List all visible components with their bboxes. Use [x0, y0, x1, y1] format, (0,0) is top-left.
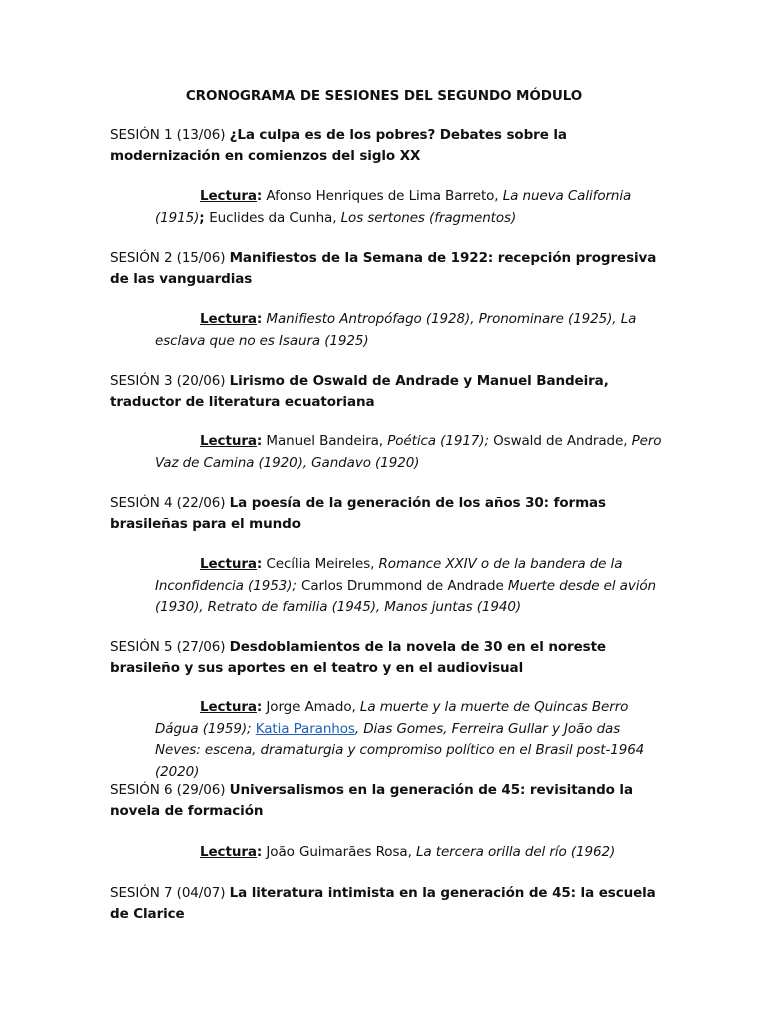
session-heading [110, 248, 660, 290]
session-topic: Desdoblamientos de la novela de 30 en el noreste brasileño y sus aportes en el teatro y en el audiovisual [110, 639, 606, 676]
author-text: Carlos Drummond de Andrade [296, 577, 508, 594]
session-heading [110, 493, 660, 535]
session-topic: La literatura intimista en la generación de 45: la escuela de Clarice [110, 885, 656, 922]
session-topic: Lirismo de Oswald de Andrade y Manuel Bandeira, traductor de literatura ecuatoriana [110, 373, 609, 410]
author-text: Euclides da Cunha, [209, 209, 341, 226]
session-heading [110, 780, 660, 822]
session-topic: Universalismos en la generación de 45: revisitando la novela de formación [110, 782, 633, 819]
session-number: SESIÓN 7 (04/07) [110, 885, 226, 901]
session-heading [110, 371, 660, 413]
session-reading: Lectura: Manuel Bandeira, Poética (1917); Oswald de Andrade, Pero Vaz de Camina (1920), Gandavo (1920) [155, 433, 662, 471]
work-title: Romance XXIV o de la bandera de la Inconfidencia (1953); [155, 556, 623, 594]
session-reading: Lectura: Manifiesto Antropófago (1928), Pronominare (1925), La esclava que no es Isaura (1925) [155, 311, 637, 349]
work-title: Pero Vaz de Camina (1920), Gandavo (1920) [155, 433, 662, 471]
reading-label: Lectura [200, 188, 257, 204]
session-reading: Lectura: Afonso Henriques de Lima Barreto, La nueva California (1915); Euclides da Cunha, Los sertones (fragmentos) [155, 188, 632, 226]
work-title: La nueva California (1915) [155, 188, 632, 226]
reading-label: Lectura [200, 311, 257, 327]
reading-label: Lectura [200, 844, 257, 860]
work-title: La tercera orilla del río (1962) [415, 844, 616, 860]
reading-label: Lectura [200, 433, 257, 449]
session-heading [110, 637, 660, 679]
session-heading [110, 883, 660, 925]
work-title: Muerte desde el avión (1930), Retrato de familia (1945), Manos juntas (1940) [155, 577, 656, 615]
author-text: Manuel Bandeira, [266, 433, 388, 449]
separator: ; [199, 209, 210, 226]
reading-label: Lectura [200, 699, 257, 715]
session-reading: Lectura: Cecília Meireles, Romance XXIV o de la bandera de la Inconfidencia (1953); Carlos Drummond de Andrade Muerte desde el avión (1930), Retrato de familia (1945), Manos juntas (1940) [155, 556, 656, 615]
session-reading: Lectura: Jorge Amado, La muerte y la muerte de Quincas Berro Dágua (1959); Katia Paranhos, Dias Gomes, Ferreira Gullar y João das Neves: escena, dramaturgia y compromiso político en el Brasil post-1964 (2020) [155, 699, 645, 780]
session-number: SESIÓN 1 (13/06) [110, 127, 226, 143]
session-topic: Manifiestos de la Semana de 1922: recepción progresiva de las vanguardias [110, 250, 657, 287]
author-text: Oswald de Andrade, [488, 433, 632, 449]
session-topic: ¿La culpa es de los pobres? Debates sobre la modernización en comienzos del siglo XX [110, 127, 567, 164]
document-title: CRONOGRAMA DE SESIONES DEL SEGUNDO MÓDULO [185, 88, 583, 104]
session-number: SESIÓN 2 (15/06) [110, 250, 226, 266]
reading-text [266, 844, 615, 860]
work-title: La muerte y la muerte de Quincas Berro Dágua (1959); [155, 699, 629, 737]
work-title: Poética (1917); [387, 433, 489, 449]
author-text: Cecília Meireles, [266, 556, 379, 572]
session-number: SESIÓN 6 (29/06) [110, 782, 226, 798]
work-title: Manifiesto Antropófago (1928), Pronominare (1925), La esclava que no es Isaura (1925) [155, 311, 637, 349]
session-heading [110, 125, 660, 167]
work-title: , Dias Gomes, Ferreira Gullar y João das Neves: escena, dramaturgia y compromiso político en el Brasil post-1964 (2020) [155, 720, 645, 780]
author-text: Afonso Henriques de Lima Barreto, [266, 188, 503, 204]
session-topic: La poesía de la generación de los años 30: formas brasileñas para el mundo [110, 495, 606, 532]
author-link[interactable]: Katia Paranhos [255, 720, 355, 737]
author-text: Jorge Amado, [266, 699, 360, 715]
session-reading: Lectura: João Guimarães Rosa, La tercera orilla del río (1962) [200, 844, 616, 860]
session-number: SESIÓN 3 (20/06) [110, 373, 226, 389]
work-title: Los sertones (fragmentos) [340, 209, 517, 226]
reading-label: Lectura [200, 556, 257, 572]
session-number: SESIÓN 5 (27/06) [110, 639, 226, 655]
author-text: João Guimarães Rosa, [266, 844, 416, 860]
session-number: SESIÓN 4 (22/06) [110, 495, 226, 511]
